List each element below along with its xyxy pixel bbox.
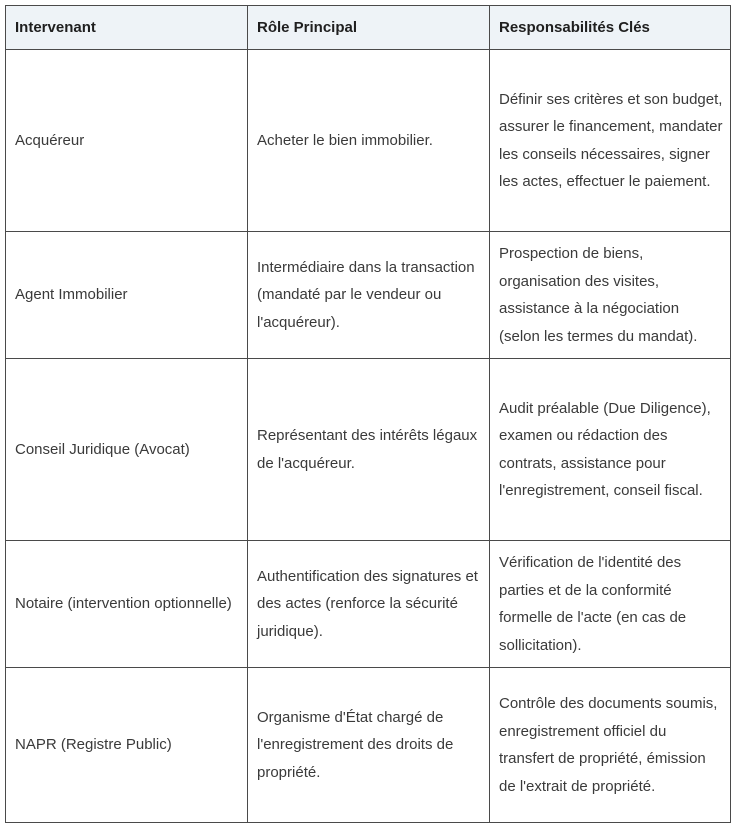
header-responsabilites-cles: Responsabilités Clés [490, 6, 731, 50]
cell-intervenant: Conseil Juridique (Avocat) [6, 359, 248, 541]
header-row [6, 6, 731, 50]
cell-intervenant: Notaire (intervention optionnelle) [6, 541, 248, 668]
table-row [6, 232, 731, 359]
header-intervenant: Intervenant [6, 6, 248, 50]
cell-intervenant: Acquéreur [6, 50, 248, 232]
table-row [6, 541, 731, 668]
cell-intervenant: NAPR (Registre Public) [6, 668, 248, 823]
cell-role: Acheter le bien immobilier. [248, 50, 490, 232]
cell-role: Intermédiaire dans la transaction (mandaté par le vendeur ou l'acquéreur). [248, 232, 490, 359]
cell-role: Organisme d'État chargé de l'enregistrement des droits de propriété. [248, 668, 490, 823]
stakeholders-table-container [5, 5, 730, 823]
stakeholders-table [5, 5, 731, 823]
table-body [6, 50, 731, 823]
cell-responsabilites: Vérification de l'identité des parties et de la conformité formelle de l'acte (en cas de sollicitation). [490, 541, 731, 668]
cell-responsabilites: Définir ses critères et son budget, assurer le financement, mandater les conseils nécessaires, signer les actes, effectuer le paiement. [490, 50, 731, 232]
cell-responsabilites: Prospection de biens, organisation des visites, assistance à la négociation (selon les termes du mandat). [490, 232, 731, 359]
cell-responsabilites: Contrôle des documents soumis, enregistrement officiel du transfert de propriété, émission de l'extrait de propriété. [490, 668, 731, 823]
cell-responsabilites: Audit préalable (Due Diligence), examen ou rédaction des contrats, assistance pour l'enregistrement, conseil fiscal. [490, 359, 731, 541]
table-row [6, 359, 731, 541]
header-role-principal: Rôle Principal [248, 6, 490, 50]
table-header [6, 6, 731, 50]
cell-role: Authentification des signatures et des actes (renforce la sécurité juridique). [248, 541, 490, 668]
table-row [6, 668, 731, 823]
cell-role: Représentant des intérêts légaux de l'acquéreur. [248, 359, 490, 541]
cell-intervenant: Agent Immobilier [6, 232, 248, 359]
table-row [6, 50, 731, 232]
